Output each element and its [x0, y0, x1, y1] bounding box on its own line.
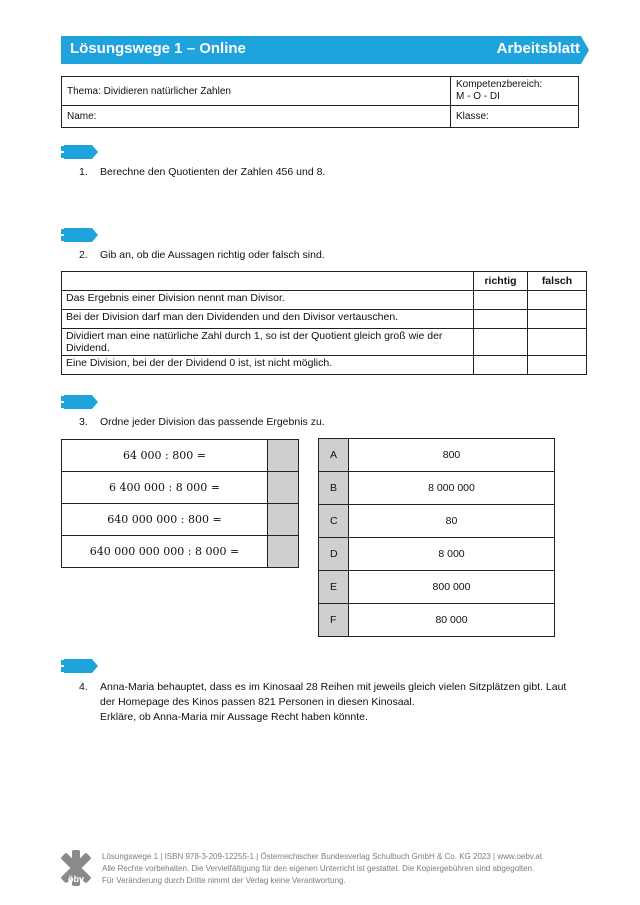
answer-cell-falsch[interactable] — [528, 310, 587, 329]
result-value: 8 000 — [349, 538, 555, 571]
task-marker-icon — [61, 659, 98, 673]
table-row — [62, 291, 587, 310]
statement-header-empty — [62, 272, 474, 291]
table-row — [62, 472, 299, 504]
task-number: 1. — [79, 166, 88, 178]
answer-cell-richtig[interactable] — [474, 291, 528, 310]
result-letter: C — [319, 505, 349, 538]
competence-value: M - O - DI — [456, 91, 500, 102]
table-row — [319, 505, 555, 538]
task-line: der Homepage des Kinos passen 821 Personen in diesen Kinosaal. — [100, 696, 415, 708]
table-row — [319, 472, 555, 505]
statements-table — [61, 271, 587, 375]
task-marker-icon — [61, 395, 98, 409]
topic-cell: Thema: Dividieren natürlicher Zahlen — [62, 77, 451, 106]
page-title: Lösungswege 1 – Online — [70, 40, 246, 57]
result-value: 800 — [349, 439, 555, 472]
answer-cell-falsch[interactable] — [528, 291, 587, 310]
table-row — [319, 604, 555, 637]
statement-line: Dividiert man eine natürliche Zahl durch 1, so ist der Quotient gleich groß wie der — [66, 330, 443, 342]
division-expression: 640 000 000 : 800 = — [62, 504, 268, 536]
footer-line: Alle Rechte vorbehalten. Die Vervielfältigung für den eigenen Unterricht ist gestattet. Die Kopiergebühren sind abgegolten. — [102, 864, 535, 873]
answer-box[interactable] — [268, 440, 299, 472]
division-expression: 64 000 : 800 = — [62, 440, 268, 472]
header-richtig: richtig — [474, 272, 528, 291]
statement-text: Eine Division, bei der der Dividend 0 ist, ist nicht möglich. — [62, 356, 474, 375]
table-row — [319, 439, 555, 472]
result-letter: A — [319, 439, 349, 472]
division-expression: 640 000 000 000 : 8 000 = — [62, 536, 268, 568]
results-table — [318, 438, 555, 637]
statement-text: Das Ergebnis einer Division nennt man Divisor. — [62, 291, 474, 310]
header-falsch: falsch — [528, 272, 587, 291]
competence-cell — [451, 77, 579, 106]
result-value: 8 000 000 — [349, 472, 555, 505]
table-row — [62, 504, 299, 536]
table-row — [62, 356, 587, 375]
answer-cell-richtig[interactable] — [474, 310, 528, 329]
task-2 — [79, 248, 325, 263]
table-row — [319, 538, 555, 571]
task-text: Berechne den Quotienten der Zahlen 456 und 8. — [100, 166, 326, 178]
answer-cell-falsch[interactable] — [528, 329, 587, 356]
answer-cell-falsch[interactable] — [528, 356, 587, 375]
worksheet-label: Arbeitsblatt — [496, 40, 580, 57]
task-line: Erkläre, ob Anna-Maria mir Aussage Recht haben könnte. — [100, 711, 368, 723]
logo-text: öbv — [67, 874, 85, 884]
answer-cell-richtig[interactable] — [474, 329, 528, 356]
task-4 — [79, 680, 566, 725]
statement-text: Bei der Division darf man den Dividenden und den Divisor vertauschen. — [62, 310, 474, 329]
division-table — [61, 439, 299, 568]
task-number: 4. — [79, 681, 88, 693]
task-number: 2. — [79, 249, 88, 261]
task-text — [100, 680, 566, 725]
table-row — [62, 440, 299, 472]
task-line: Anna-Maria behauptet, dass es im Kinosaal 28 Reihen mit jeweils gleich vielen Sitzplätzen gibt. Laut — [100, 681, 567, 693]
name-cell: Name: — [62, 106, 451, 128]
result-value: 80 000 — [349, 604, 555, 637]
task-marker-icon — [61, 228, 98, 242]
table-row — [319, 571, 555, 604]
publisher-logo-icon — [56, 848, 96, 888]
answer-box[interactable] — [268, 504, 299, 536]
result-letter: D — [319, 538, 349, 571]
statement-line: Dividend. — [66, 342, 110, 354]
task-number: 3. — [79, 416, 88, 428]
result-letter: F — [319, 604, 349, 637]
table-row — [62, 329, 587, 356]
answer-box[interactable] — [268, 536, 299, 568]
info-table — [61, 76, 579, 128]
table-row — [62, 536, 299, 568]
result-letter: E — [319, 571, 349, 604]
task-marker-icon — [61, 145, 98, 159]
answer-cell-richtig[interactable] — [474, 356, 528, 375]
class-cell: Klasse: — [451, 106, 579, 128]
result-value: 80 — [349, 505, 555, 538]
task-1 — [79, 165, 325, 180]
answer-box[interactable] — [268, 472, 299, 504]
result-letter: B — [319, 472, 349, 505]
header-banner-arrow — [581, 36, 589, 64]
footer-line: Lösungswege 1 | ISBN 978-3-209-12255-1 | Österreichischer Bundesverlag Schulbuch GmbH & Co. KG 2023 | www.oebv.at — [102, 852, 543, 861]
division-expression: 6 400 000 : 8 000 = — [62, 472, 268, 504]
task-text: Ordne jeder Division das passende Ergebnis zu. — [100, 416, 325, 428]
task-text: Gib an, ob die Aussagen richtig oder falsch sind. — [100, 249, 325, 261]
footer-line: Für Veränderung durch Dritte nimmt der Verlag keine Verantwortung. — [102, 876, 346, 885]
table-row — [62, 310, 587, 329]
statement-text — [62, 329, 474, 356]
task-3 — [79, 415, 325, 430]
result-value: 800 000 — [349, 571, 555, 604]
footer-text — [102, 851, 542, 887]
competence-label: Kompetenzbereich: — [456, 79, 543, 90]
